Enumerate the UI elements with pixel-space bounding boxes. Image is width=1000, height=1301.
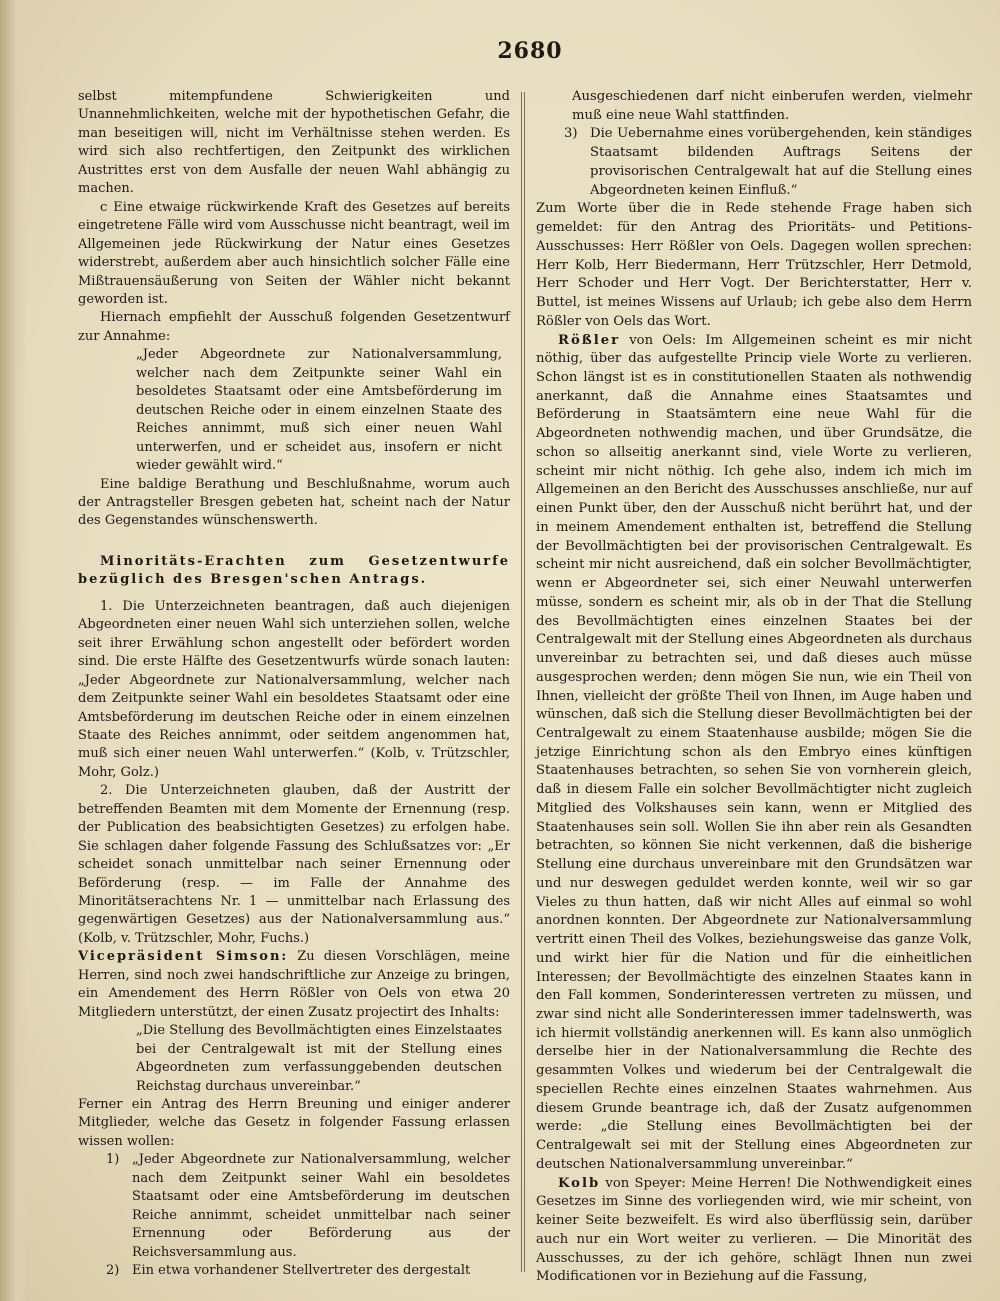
block-quote: „Die Stellung des Bevollmächtigten eines Einzelstaates bei der Centralgewalt ist mit der Stellung eines Abgeordneten zum verfassunggebenden deutschen Reichstag durchaus unvereinbar.“	[136, 1023, 502, 1094]
left-column	[78, 88, 510, 1281]
list-item-text: Ein etwa vorhandener Stellvertreter des dergestalt	[132, 1263, 471, 1279]
paragraph: Zum Worte über die in Rede stehende Frage haben sich gemeldet: für den Antrag des Prioritäts- und Petitions-Ausschusses: Herr Rößler von Oels. Dagegen wollen sprechen: Herr Kolb, Herr Biedermann, Herr Trützschler, Herr Detmold, Herr Schoder und Herr Vogt. Der Berichterstatter, Herr v. Buttel, ist meines Wissens auf Urlaub; ich gebe also dem Herrn Rößler von Oels das Wort.	[536, 201, 972, 329]
speech-paragraph	[536, 332, 972, 1175]
list-item	[78, 1262, 510, 1280]
list-item-text: „Jeder Abgeordnete zur Nationalversammlung, welcher nach dem Zeitpunkt seiner Wahl ein besoldetes Staatsamt oder eine Amtsbeförderung im deutschen Reiche annimmt, scheidet unmittelbar nach seiner Ernennung oder Beförderung aus der Reichsversammlung aus.	[132, 1152, 510, 1260]
binding-shadow	[0, 0, 28, 1301]
speech-text: von Oels: Im Allgemeinen scheint es mir nicht nöthig, über das aufgestellte Princip viele Worte zu verlieren. Schon längst ist es in constitutionellen Staaten als nothwendig anerkannt, daß die Annahme eines Staatsamtes und Beförderung in Staatsämtern eine neue Wahl für die Abgeordneten nothwendig machen, und über Grundsätze, die schon so allseitig anerkannt sind, viele Worte zu verlieren, scheint mir nicht nöthig. Ich gehe also, indem ich mich im Allgemeinen an den Bericht des Ausschusses anschließe, nur auf einen Punkt über, den der Ausschuß nicht berührt hat, und der in meinem Amendement enthalten ist, betreffend die Stellung der Bevollmächtigten bei der provisorischen Centralgewalt. Es scheint mir nicht ausreichend, daß ein solcher Bevollmächtigter, wenn er Abgeordneter sei, sich einer Neuwahl unterwerfen müsse, sondern es scheint mir, als ob in der That die Stellung des Bevollmächtigten eines einzelnen Staates bei der Centralgewalt mit der Stellung eines Abgeordneten als durchaus unvereinbar zu betrachten sei, und daß dieses auch müsse ausgesprochen werden; denn mögen Sie nun, wie ein Theil von Ihnen, vielleicht der größte Theil von Ihnen, im Auge haben und wünschen, daß sich die Stellung dieser Bevollmächtigten bei der Centralgewalt zu einem Staatenhause ausbilde; mögen Sie die jetzige Einrichtung schon als den Embryo eines künftigen Staatenhauses betrachten, so sehen Sie von vornherein gleich, daß in diesem Falle ein solcher Bevollmächtigter nicht zugleich Mitglied des Volkshauses sein kann, wenn er Mitglied des Staatenhauses sein soll. Wollen Sie ihn aber rein als Gesandten betrachten, so können Sie nicht verkennen, daß die bisherige Stellung eine durchaus unvereinbare mit den Grundsätzen war und nur deswegen geduldet werden konnte, weil wir so gar Vieles zu thun hatten, daß wir nicht Alles auf einmal so wohl anordnen konnten. Der Abgeordnete zur Nationalversammlung vertritt einen Theil des Volkes, beziehungsweise das ganze Volk, und wirkt hier für die Nation und für die einheitlichen Interessen; der Bevollmächtigte des einzelnen Staates kann in den Fall kommen, Sonderinteressen vertreten zu müssen, und zwar sind nicht alle Sonderinteressen immer tadelnswerth, was ich hiermit vollständig anerkennen will. Es kann also unmöglich derselbe hier in der Nationalversammlung die Rechte des gesammten Volkes und wiederum bei der Centralgewalt die speciellen Rechte eines einzelnen Staates wahrnehmen. Aus diesem Grunde beantrage ich, daß der Zusatz aufgenommen werde: „die Stellung eines Bevollmächtigten bei der Centralgewalt sei mit der Stellung eines Abgeordneten zur deutschen Nationalversammlung unvereinbar.“	[536, 332, 972, 1172]
speech-text: von Speyer: Meine Herren! Die Nothwendigkeit eines Gesetzes im Sinne des vorliegenden wird, wie mir scheint, von keiner Seite bezweifelt. Es wird also überflüssig sein, darüber auch nur ein Wort weiter zu verlieren. — Die Minorität des Ausschusses, zu der ich gehöre, schlägt Ihnen nun zwei Modificationen vor in Beziehung auf die Fassung,	[536, 1175, 972, 1285]
paragraph: Eine baldige Berathung und Beschlußnahme, worum auch der Antragsteller Bresgen gebeten hat, scheint nach der Natur des Gegenstandes wünschenswerth.	[78, 476, 510, 529]
right-column	[536, 88, 972, 1287]
paragraph: selbst mitempfundene Schwierigkeiten und Unannehmlichkeiten, welche mit der hypothetischen Gefahr, die man beseitigen will, nicht im Verhältnisse stehen werden. Es wird sich also rechtfertigen, den Zeitpunkt des wirklichen Austrittes erst von dem Ausfalle der neuen Wahl abhängig zu machen.	[78, 89, 510, 197]
list-number: 3)	[564, 126, 578, 142]
speaker-name: Rößler	[558, 332, 621, 348]
speech-paragraph	[78, 948, 510, 1022]
list-number: 2)	[106, 1263, 120, 1279]
list-number: 1)	[106, 1152, 120, 1168]
column-divider	[521, 92, 522, 1272]
paragraph: c Eine etwaige rückwirkende Kraft des Gesetzes auf bereits eingetretene Fälle wird vom Ausschusse nicht beantragt, weil im Allgemeinen jede Rückwirkung der Natur eines Gesetzes widerstrebt, außerdem aber auch hinsichtlich solcher Fälle eine Mißtrauensäußerung von Seiten der Wähler nicht bekannt geworden ist.	[78, 199, 510, 307]
paragraph: Ferner ein Antrag des Herrn Breuning und einiger anderer Mitglieder, welche das Gesetz in folgender Fassung erlassen wissen wollen:	[78, 1097, 510, 1149]
paragraph: 2. Die Unterzeichneten glauben, daß der Austritt der betreffenden Beamten mit dem Momente der Ernennung (resp. der Publication des beabsichtigten Gesetzes) zu erfolgen habe. Sie schlagen daher folgende Fassung des Schlußsatzes vor: „Er scheidet sonach unmittelbar nach seiner Ernennung oder Beförderung (resp. — im Falle der Annahme des Minoritätserachtens Nr. 1 — unmittelbar nach Erlassung des gegenwärtigen Gesetzes) aus der Nationalversammlung aus.“ (Kolb, v. Trützschler, Mohr, Fuchs.)	[78, 783, 510, 946]
column-divider	[524, 92, 525, 1272]
speaker-name: Kolb	[558, 1175, 601, 1191]
paragraph: 1. Die Unterzeichneten beantragen, daß auch diejenigen Abgeordneten einer neuen Wahl sich unterziehen sollen, welche seit ihrer Erwählung schon angestellt oder befördert worden sind. Die erste Hälfte des Gesetzentwurfs würde sonach lauten: „Jeder Abgeordnete zur Nationalversammlung, welcher nach dem Zeitpunkte seiner Wahl ein besoldetes Staatsamt oder eine Amtsbeförderung im deutschen Reiche oder in einem einzelnen Staate des Reiches annimmt, oder seitdem angenommen hat, muß sich einer neuen Wahl unterwerfen.“ (Kolb, v. Trützschler, Mohr, Golz.)	[78, 598, 510, 780]
speaker-name: Vicepräsident Simson:	[78, 949, 289, 965]
list-item	[78, 1151, 510, 1262]
paragraph: Ausgeschiedenen darf nicht einberufen werden, vielmehr muß eine neue Wahl stattfinden.	[572, 89, 972, 123]
speech-text: Zu diesen Vorschlägen, meine Herren, sind noch zwei handschriftliche zur Anzeige zu bringen, ein Amendement des Herrn Rößler von Oels von etwa 20 Mitgliedern unterstützt, der einen Zusatz projectirt des Inhalts:	[78, 949, 510, 1020]
section-heading: Minoritäts-Erachten zum Gesetzentwurfe bezüglich des Bresgen'schen Antrags.	[78, 553, 510, 588]
block-quote: „Jeder Abgeordnete zur Nationalversammlung, welcher nach dem Zeitpunkte seiner Wahl ein besoldetes Staatsamt oder eine Amtsbeförderung im deutschen Reiche oder in einem einzelnen Staate des Reiches annimmt, muß sich einer neuen Wahl unterwerfen, und er scheidet aus, insofern er nicht wieder gewählt wird.“	[136, 347, 502, 474]
speech-paragraph	[536, 1175, 972, 1287]
list-item-text: Die Uebernahme eines vorübergehenden, kein ständiges Staatsamt bildenden Auftrags Seitens der provisorischen Centralgewalt hat auf die Stellung eines Abgeordneten keinen Einfluß.“	[590, 126, 972, 198]
list-item	[536, 125, 972, 200]
paragraph: Hiernach empfiehlt der Ausschuß folgenden Gesetzentwurf zur Annahme:	[78, 310, 510, 344]
page-number: 2680	[497, 38, 563, 64]
